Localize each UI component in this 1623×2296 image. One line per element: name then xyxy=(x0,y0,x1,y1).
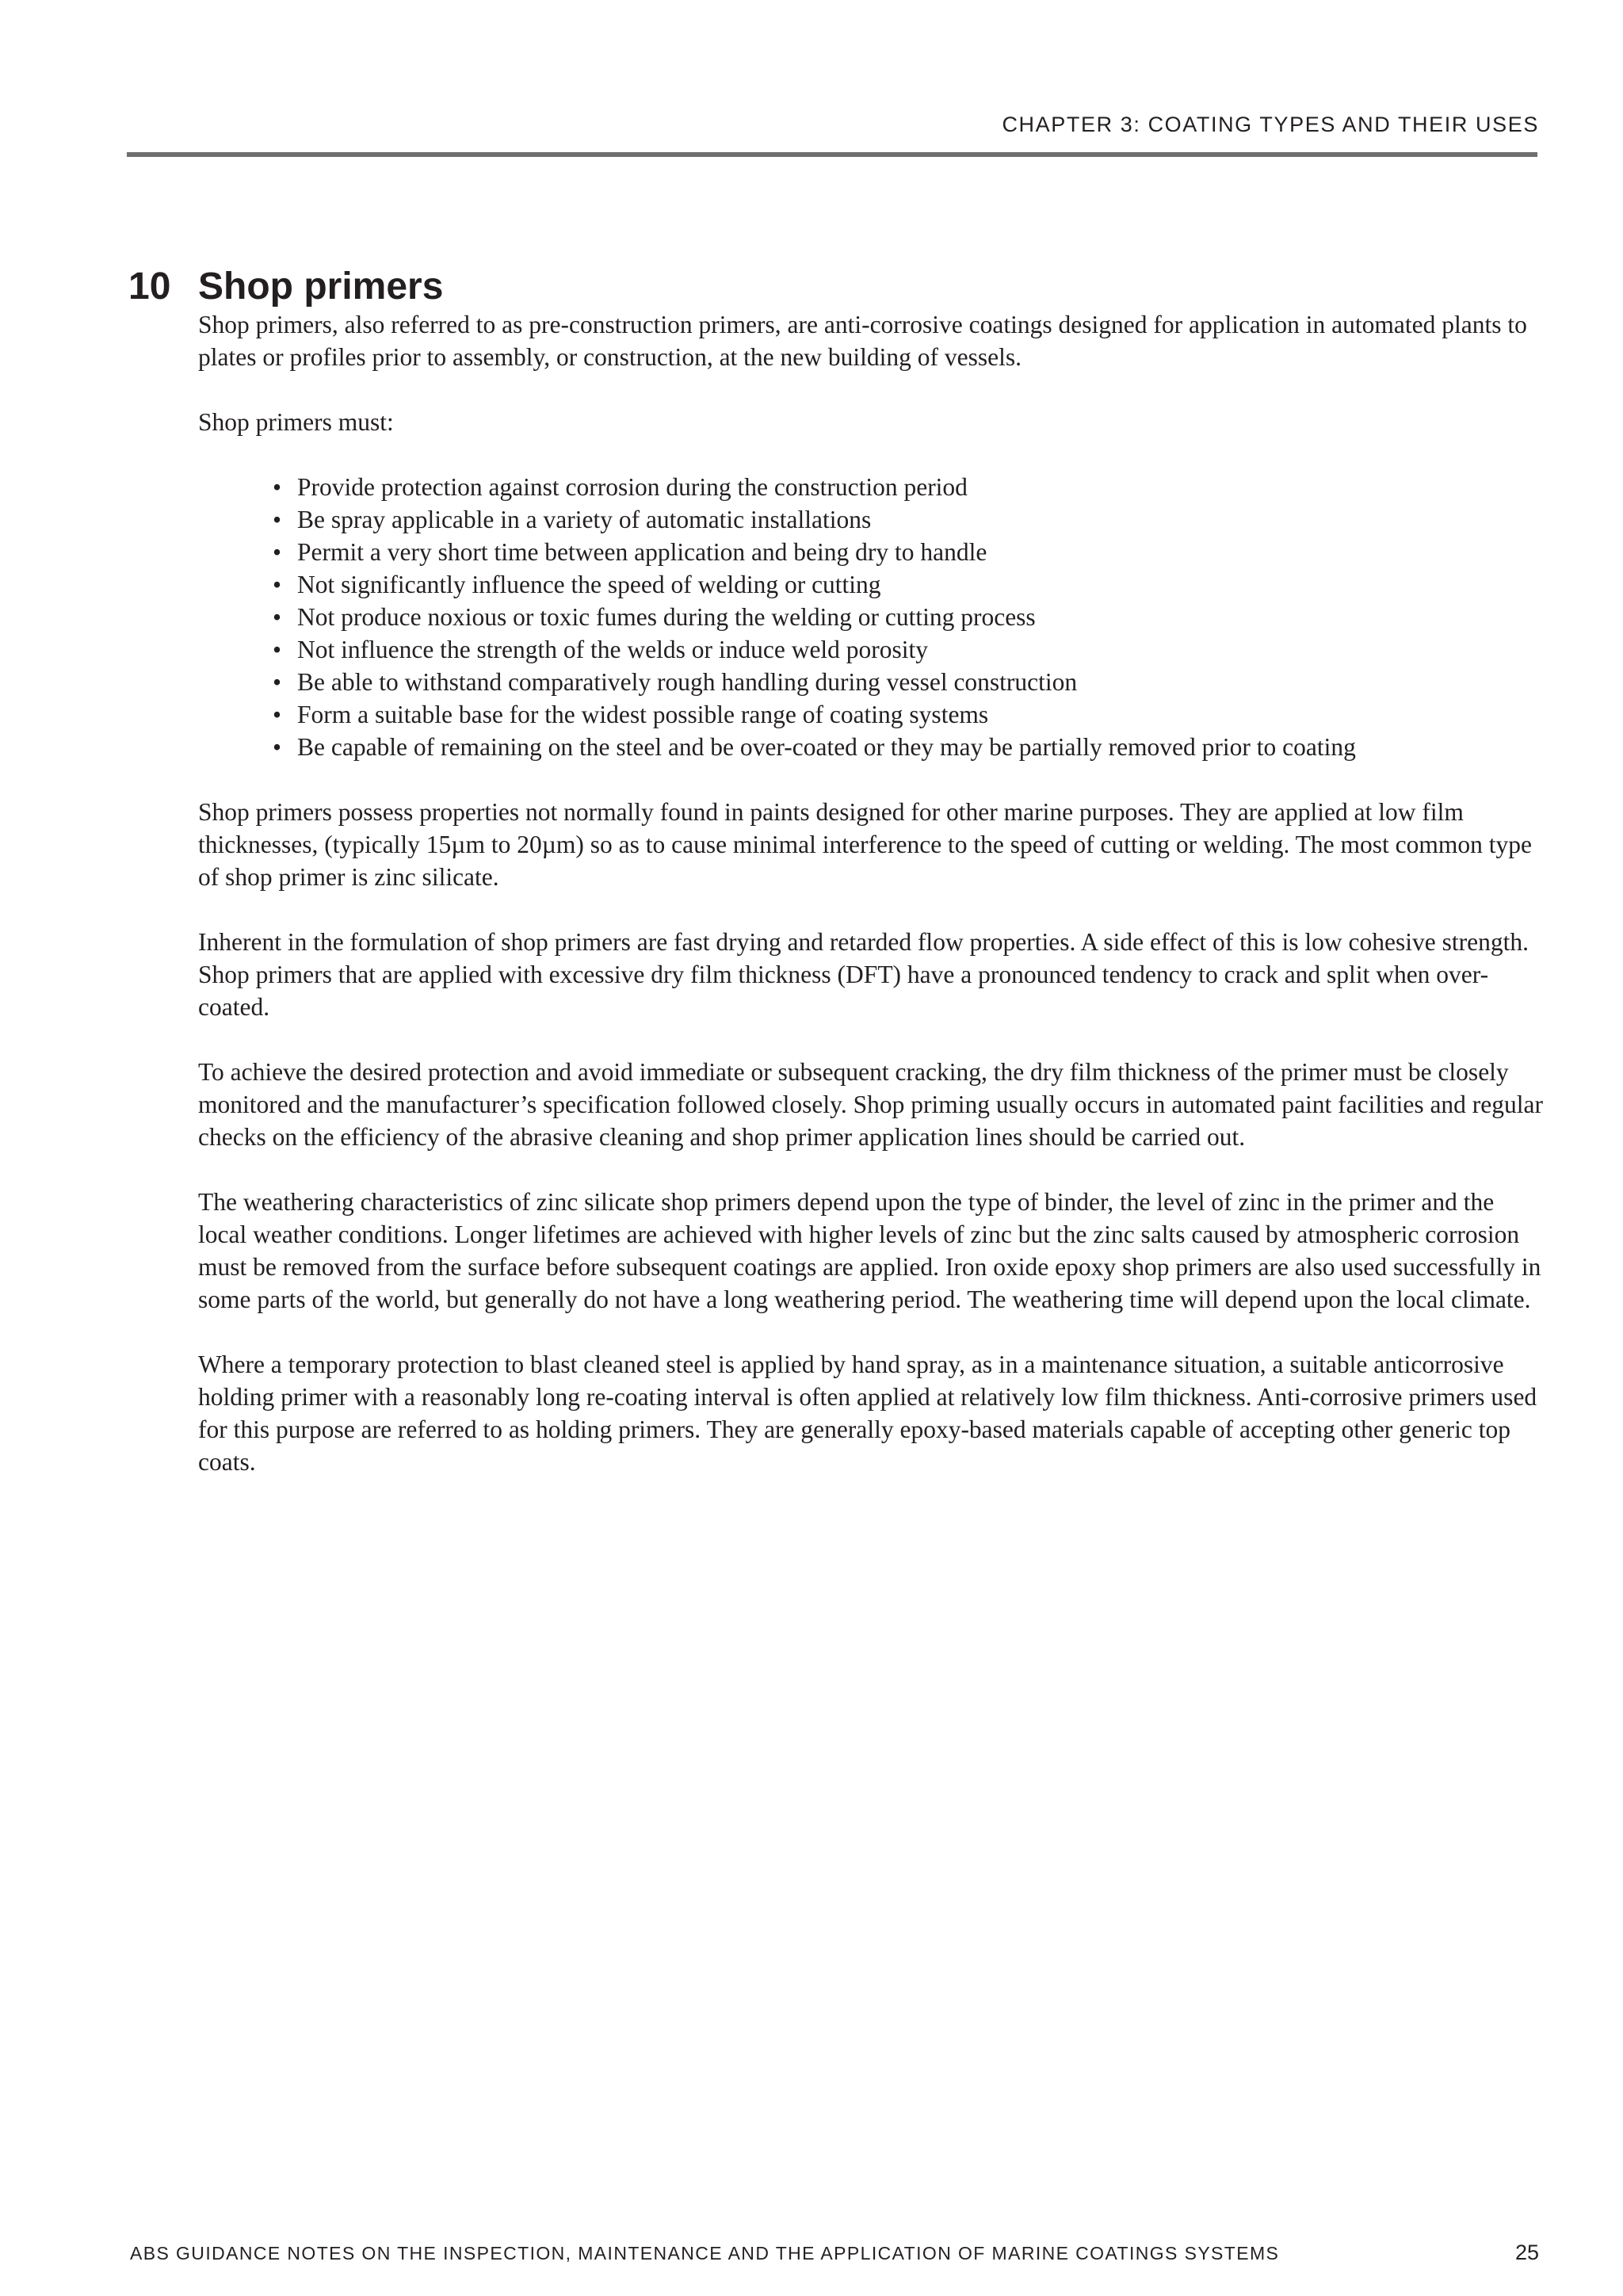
body-paragraph: Where a temporary protection to blast cleaned steel is applied by hand spray, as in a maintenance situation, a suitable anticorrosive holding primer with a reasonably long re-coating interval is often applied at relatively low film thickness. Anti-corrosive primers used for this purpose are referred to as holding primers. They are generally epoxy-based materials capable of accepting other generic top coats. xyxy=(198,1350,1537,1476)
bullet-glyph: • xyxy=(273,506,282,533)
bullet-glyph: • xyxy=(273,701,282,728)
body-paragraph: To achieve the desired protection and avoid immediate or subsequent cracking, the dry film thickness of the primer must be closely monitored and the manufacturer’s specification followed closely. Shop priming usually occurs in automated paint facilities and regular checks on the efficiency of the abrasive cleaning and shop primer application lines should be carried out. xyxy=(198,1058,1544,1151)
body-paragraph: Inherent in the formulation of shop primers are fast drying and retarded flow properties. A side effect of this is low cohesive strength. Shop primers that are applied with excessive dry film thickness (DFT) have a pronounced tendency to crack and split when over-coated. xyxy=(198,928,1529,1021)
list-item: • Permit a very short time between application and being dry to handle xyxy=(297,536,1469,568)
body-text xyxy=(198,308,1545,1511)
bullet-glyph: • xyxy=(273,538,282,566)
running-head: CHAPTER 3: COATING TYPES AND THEIR USES xyxy=(1002,113,1539,136)
bullet-glyph: • xyxy=(273,733,282,761)
footer-publication-title: ABS GUIDANCE NOTES ON THE INSPECTION, MAINTENANCE AND THE APPLICATION OF MARINE COATINGS SYSTEMS xyxy=(130,2243,1280,2264)
list-item: • Not produce noxious or toxic fumes during the welding or cutting process xyxy=(297,601,1469,633)
section-heading xyxy=(128,263,443,311)
body-paragraph: The weathering characteristics of zinc silicate shop primers depend upon the type of binder, the level of zinc in the primer and the local weather conditions. Longer lifetimes are achieved with higher levels of zinc but the zinc salts caused by atmospheric corrosion must be removed from the surface before subsequent coatings are applied. Iron oxide epoxy shop primers are also used successfully in some parts of the world, but generally do not have a long weathering period. The weathering time will depend upon the local climate. xyxy=(198,1188,1541,1313)
requirements-list xyxy=(122,471,1469,763)
list-item: • Be capable of remaining on the steel and be over-coated or they may be partially removed prior to coating xyxy=(297,731,1469,763)
list-item: • Form a suitable base for the widest possible range of coating systems xyxy=(297,698,1469,731)
page-number: 25 xyxy=(1514,2241,1539,2264)
section-number: 10 xyxy=(128,266,171,308)
lead-in-paragraph: Shop primers must: xyxy=(198,408,394,436)
list-item: • Be able to withstand comparatively rough handling during vessel construction xyxy=(297,666,1469,698)
section-title: Shop primers xyxy=(198,266,444,308)
bullet-glyph: • xyxy=(273,473,282,501)
list-item: • Not significantly influence the speed of welding or cutting xyxy=(297,568,1469,601)
bullet-glyph: • xyxy=(273,603,282,631)
body-paragraph: Shop primers possess properties not normally found in paints designed for other marine purposes. They are applied at low film thicknesses, (typically 15µm to 20µm) so as to cause minimal interference to the speed of cutting or welding. The most common type of shop primer is zinc silicate. xyxy=(198,798,1532,891)
bullet-glyph: • xyxy=(273,571,282,598)
intro-paragraph: Shop primers, also referred to as pre-construction primers, are anti-corrosive coatings designed for application in automated plants to plates or profiles prior to assembly, or construction, at the new building of vessels. xyxy=(198,311,1527,371)
header-rule xyxy=(127,152,1537,157)
list-item: • Not influence the strength of the welds or induce weld porosity xyxy=(297,633,1469,666)
bullet-glyph: • xyxy=(273,636,282,663)
list-item: • Provide protection against corrosion during the construction period xyxy=(297,471,1469,503)
list-item: • Be spray applicable in a variety of automatic installations xyxy=(297,503,1469,536)
bullet-glyph: • xyxy=(273,668,282,696)
